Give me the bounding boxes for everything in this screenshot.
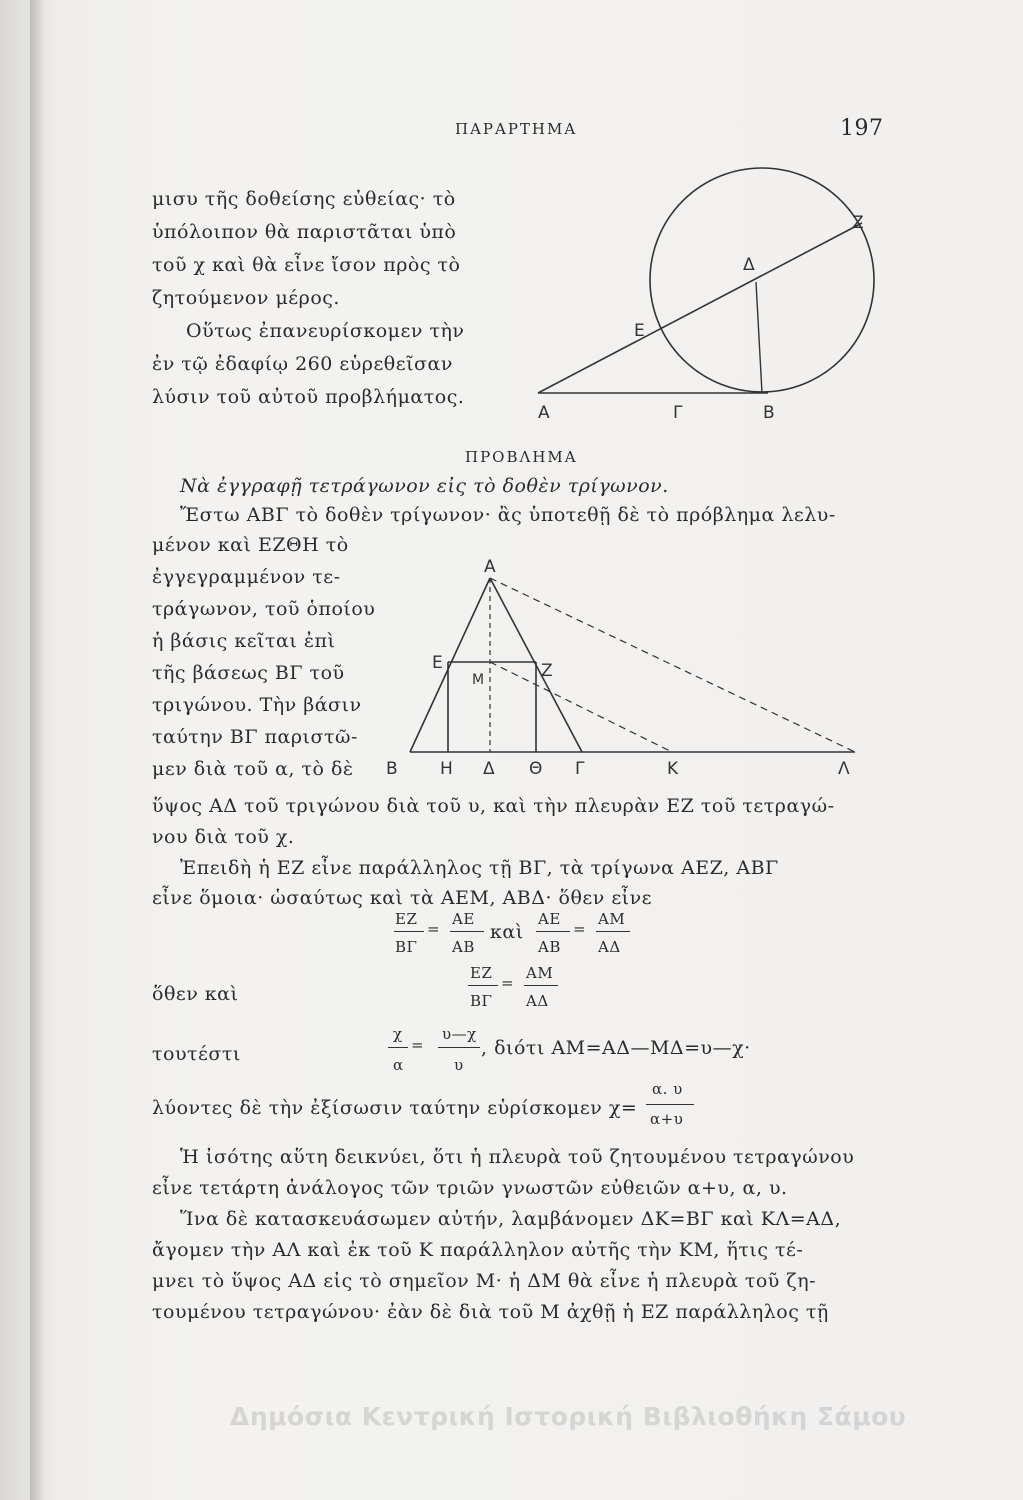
side-AB xyxy=(410,578,490,752)
label-D: Δ xyxy=(743,255,755,275)
label-M: Μ xyxy=(472,672,485,688)
text-line: ἐν τῷ ἐδαφίῳ 260 εὑρεθεῖσαν xyxy=(152,353,453,375)
text-line: μισυ τῆς δοθείσης εὐθείας· τὸ xyxy=(152,188,456,210)
text-line: ζητούμενον μέρος. xyxy=(152,287,340,309)
text-line: Ἵνα δὲ κατασκευάσωμεν αὐτήν, λαμβάνομεν ΔΚ=ΒΓ καὶ ΚΛ=ΑΔ, xyxy=(180,1208,842,1230)
fraction-bar xyxy=(450,931,484,932)
text-line: λύσιν τοῦ αὐτοῦ προβλήματος. xyxy=(152,386,465,408)
eq-num: ΑΜ xyxy=(526,964,554,982)
label-Th: Θ xyxy=(529,759,543,779)
text-line: τράγωνον, τοῦ ὁποίου xyxy=(152,598,376,620)
label-H: Η xyxy=(440,759,453,779)
eq-word: καὶ xyxy=(490,921,524,943)
eq-num: ΑΜ xyxy=(598,910,626,928)
text-line: τριγώνου. Τὴν βάσιν xyxy=(152,694,362,716)
text-line: εἶνε ὅμοια· ὡσαύτως καὶ τὰ ΑΕΜ, ΑΒΔ· ὅθεν εἶνε xyxy=(152,887,653,909)
fraction-bar xyxy=(596,931,630,932)
label-D: Δ xyxy=(483,759,495,779)
eq-den: ΑΔ xyxy=(598,938,621,956)
eq-den: ΒΓ xyxy=(470,992,493,1010)
line-KM xyxy=(490,662,672,752)
eq-den: υ xyxy=(454,1056,464,1074)
eq-num: χ xyxy=(393,1025,403,1043)
eq-num: υ—χ xyxy=(442,1025,477,1043)
text-line: νου διὰ τοῦ χ. xyxy=(152,826,295,848)
eq-den: α+υ xyxy=(650,1110,684,1128)
text-line: τῆς βάσεως ΒΓ τοῦ xyxy=(152,662,345,684)
text-line: μνει τὸ ὕψος ΑΔ εἰς τὸ σημεῖον Μ· ἡ ΔΜ θὰ εἶνε ἡ πλευρὰ τοῦ ζη- xyxy=(152,1270,816,1292)
running-header: ΠΑΡΑΡΤΗΜΑ xyxy=(455,120,578,138)
fraction-bar xyxy=(468,985,498,986)
text-line: ἄγομεν τὴν ΑΛ καὶ ἐκ τοῦ Κ παράλληλον αὐτῆς τὴν ΚΜ, ἥτις τέ- xyxy=(152,1239,804,1261)
text-line: εἶνε τετάρτη ἀνάλογος τῶν τριῶν γνωστῶν εὐθειῶν α+υ, α, υ. xyxy=(152,1177,788,1199)
text-line: ταύτην ΒΓ παριστῶ- xyxy=(152,726,358,748)
library-watermark: Δημόσια Κεντρική Ιστορική Βιβλιοθήκη Σάμου xyxy=(230,1402,907,1431)
fraction-bar xyxy=(438,1047,480,1048)
equals-sign: = xyxy=(427,920,441,938)
label-G: Γ xyxy=(673,403,683,423)
equals-sign: = xyxy=(573,920,587,938)
text-line: τοῦ χ καὶ θὰ εἶνε ἴσον πρὸς τὸ xyxy=(152,254,461,276)
fraction-bar xyxy=(536,931,570,932)
eq-text: λύοντες δὲ τὴν ἐξίσωσιν ταύτην εὑρίσκομεν χ= xyxy=(152,1097,638,1119)
text-line: Οὕτως ἐπανευρίσκομεν τὴν xyxy=(186,320,465,342)
eq-prefix: τουτέστι xyxy=(152,1043,241,1065)
text-line: ὑπόλοιπον θὰ παριστᾶται ὑπὸ xyxy=(152,221,457,243)
eq-den: ΑΒ xyxy=(538,938,561,956)
label-A: Α xyxy=(484,557,496,577)
text-line: μεν διὰ τοῦ α, τὸ δὲ xyxy=(152,758,354,780)
label-K: Κ xyxy=(667,759,679,779)
text-line: ἡ βάσις κεῖται ἐπὶ xyxy=(152,630,336,652)
eq-prefix: ὅθεν καὶ xyxy=(152,983,239,1005)
eq-den: ΑΒ xyxy=(452,938,475,956)
eq-num: ΕΖ xyxy=(470,964,493,982)
eq-den: ΑΔ xyxy=(526,992,549,1010)
label-E: Ε xyxy=(432,653,443,673)
label-G: Γ xyxy=(575,759,585,779)
label-B: Β xyxy=(386,759,398,779)
eq-num: ΕΖ xyxy=(395,910,418,928)
label-Z: Ζ xyxy=(541,661,553,681)
fraction-bar xyxy=(394,931,424,932)
label-A: Α xyxy=(538,403,550,423)
page-number: 197 xyxy=(840,116,884,141)
text-line: Ἐπειδὴ ἡ ΕΖ εἶνε παράλληλος τῇ ΒΓ, τὰ τρίγωνα ΑΕΖ, ΑΒΓ xyxy=(180,857,779,879)
problem-statement: Νὰ ἐγγραφῇ τετράγωνον εἰς τὸ δοθὲν τρίγωνον. xyxy=(180,475,669,497)
text-line: τουμένου τετραγώνου· ἐὰν δὲ διὰ τοῦ Μ ἀχθῇ ἡ ΕΖ παράλληλος τῇ xyxy=(152,1301,829,1323)
text-line: ὕψος ΑΔ τοῦ τριγώνου διὰ τοῦ υ, καὶ τὴν πλευρὰν ΕΖ τοῦ τετραγώ- xyxy=(152,795,835,817)
label-L: Λ xyxy=(838,759,850,779)
eq-num: ΑΕ xyxy=(452,910,475,928)
fraction-bar xyxy=(646,1104,694,1105)
problem-heading: ΠΡΟΒΛΗΜΑ xyxy=(465,448,578,466)
eq-den: ΒΓ xyxy=(395,938,418,956)
equals-sign: = xyxy=(501,974,515,992)
equals-sign: = xyxy=(411,1036,425,1054)
text-line: Ἡ ἰσότης αὕτη δεικνύει, ὅτι ἡ πλευρὰ τοῦ ζητουμένου τετραγώνου xyxy=(180,1146,855,1168)
fraction-bar xyxy=(524,985,558,986)
label-B: Β xyxy=(763,403,775,423)
fraction-bar xyxy=(388,1047,408,1048)
eq-num: α. υ xyxy=(652,1080,683,1098)
text-line: μένον καὶ ΕΖΘΗ τὸ xyxy=(152,534,349,556)
text-line: Ἔστω ΑΒΓ τὸ δοθὲν τρίγωνον· ἂς ὑποτεθῇ δὲ τὸ πρόβλημα λελυ- xyxy=(180,504,836,526)
label-Z: Ζ xyxy=(852,213,864,233)
eq-rest: , διότι ΑΜ=ΑΔ—ΜΔ=υ—χ· xyxy=(481,1037,751,1059)
text-line: ἐγγεγραμμένον τε- xyxy=(152,566,341,588)
eq-num: ΑΕ xyxy=(538,910,561,928)
eq-den: α xyxy=(393,1056,404,1074)
label-E: Ε xyxy=(634,321,645,341)
